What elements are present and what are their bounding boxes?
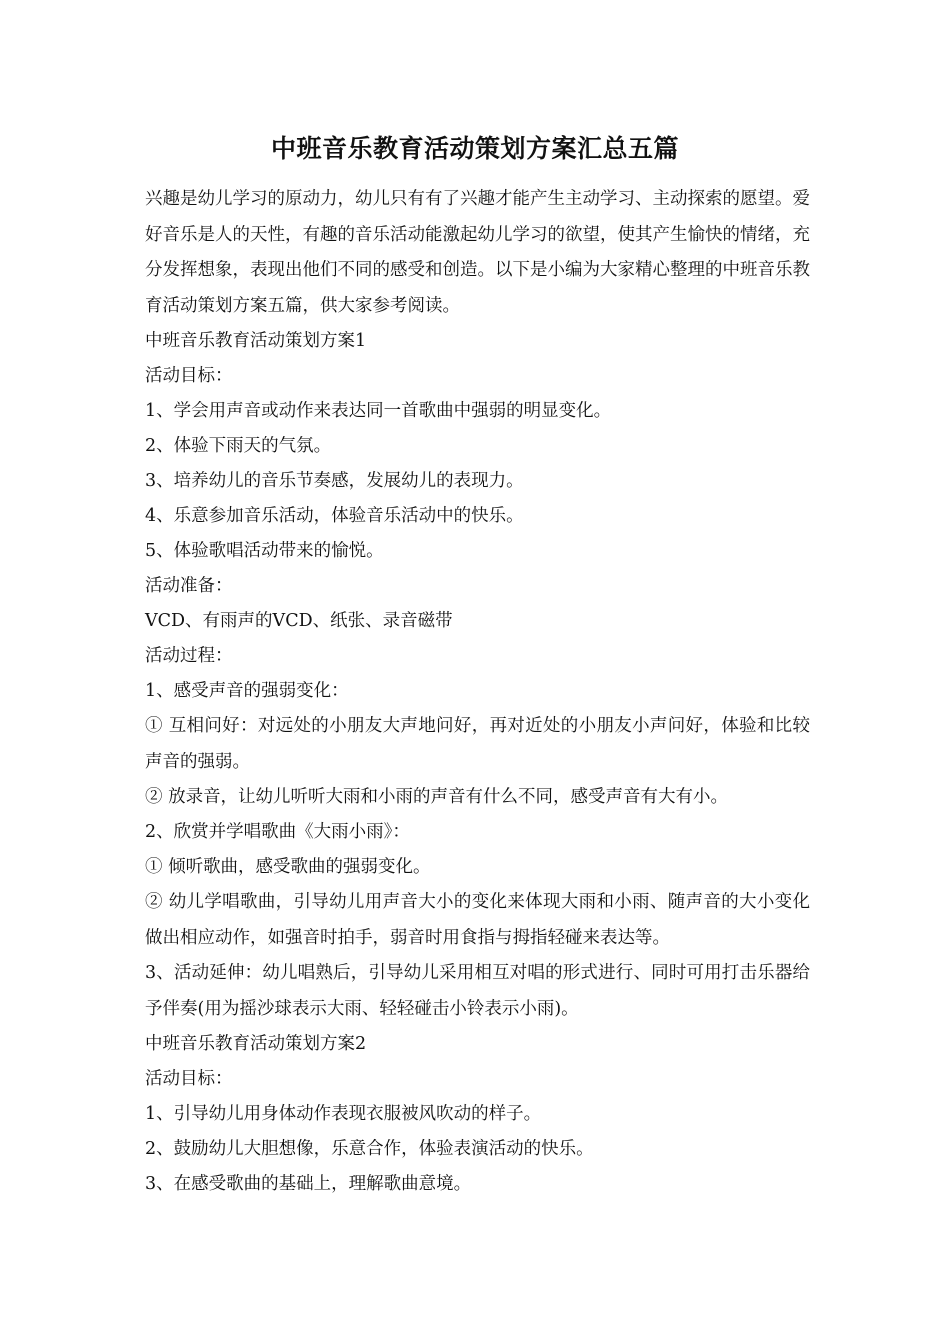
- goal-item: 1、引导幼儿用身体动作表现衣服被风吹动的样子。: [145, 1104, 542, 1124]
- goal-item: 3、在感受歌曲的基础上，理解歌曲意境。: [145, 1174, 472, 1194]
- goal-item: 2、鼓励幼儿大胆想像，乐意合作，体验表演活动的快乐。: [145, 1139, 594, 1159]
- process-step: 1、感受声音的强弱变化：: [145, 681, 349, 701]
- process-substep: ① 互相问好：对远处的小朋友大声地问好，再对近处的小朋友小声问好，体验和比较声音的强弱。: [145, 716, 810, 772]
- preparation-list: VCD、有雨声的VCD、纸张、录音磁带: [145, 611, 453, 631]
- goal-item: 3、培养幼儿的音乐节奏感，发展幼儿的表现力。: [145, 471, 524, 491]
- process-step: 3、活动延伸：幼儿唱熟后，引导幼儿采用相互对唱的形式进行、同时可用打击乐器给予伴奏(用为摇沙球表示大雨、轻轻碰击小铃表示小雨)。: [145, 963, 810, 1019]
- goal-item: 4、乐意参加音乐活动，体验音乐活动中的快乐。: [145, 506, 524, 526]
- process-substep: ① 倾听歌曲，感受歌曲的强弱变化。: [145, 857, 431, 877]
- process-substep: ② 幼儿学唱歌曲，引导幼儿用声音大小的变化来体现大雨和小雨、随声音的大小变化做出相应动作，如强音时拍手，弱音时用食指与拇指轻碰来表达等。: [145, 892, 810, 948]
- subheading-goals: 活动目标：: [145, 1069, 233, 1089]
- subheading-goals: 活动目标：: [145, 366, 233, 386]
- document-title: 中班音乐教育活动策划方案汇总五篇: [270, 134, 679, 163]
- subheading-preparation: 活动准备：: [145, 576, 233, 596]
- process-substep: ② 放录音，让幼儿听听大雨和小雨的声音有什么不同，感受声音有大有小。: [145, 787, 729, 807]
- document-body: [145, 182, 810, 1202]
- section-heading-plan-2: 中班音乐教育活动策划方案2: [145, 1034, 367, 1054]
- goal-item: 5、体验歌唱活动带来的愉悦。: [145, 541, 384, 561]
- goal-item: 1、学会用声音或动作来表达同一首歌曲中强弱的明显变化。: [145, 401, 612, 421]
- subheading-process: 活动过程：: [145, 646, 233, 666]
- intro-paragraph: 兴趣是幼儿学习的原动力，幼儿只有有了兴趣才能产生主动学习、主动探索的愿望。爱好音乐是人的天性，有趣的音乐活动能激起幼儿学习的欲望，使其产生愉快的情绪，充分发挥想象，表现出他们不同的感受和创造。以下是小编为大家精心整理的中班音乐教育活动策划方案五篇，供大家参考阅读。: [145, 189, 810, 316]
- process-step: 2、欣赏并学唱歌曲《大雨小雨》：: [145, 822, 410, 842]
- section-heading-plan-1: 中班音乐教育活动策划方案1: [145, 331, 367, 351]
- goal-item: 2、体验下雨天的气氛。: [145, 436, 332, 456]
